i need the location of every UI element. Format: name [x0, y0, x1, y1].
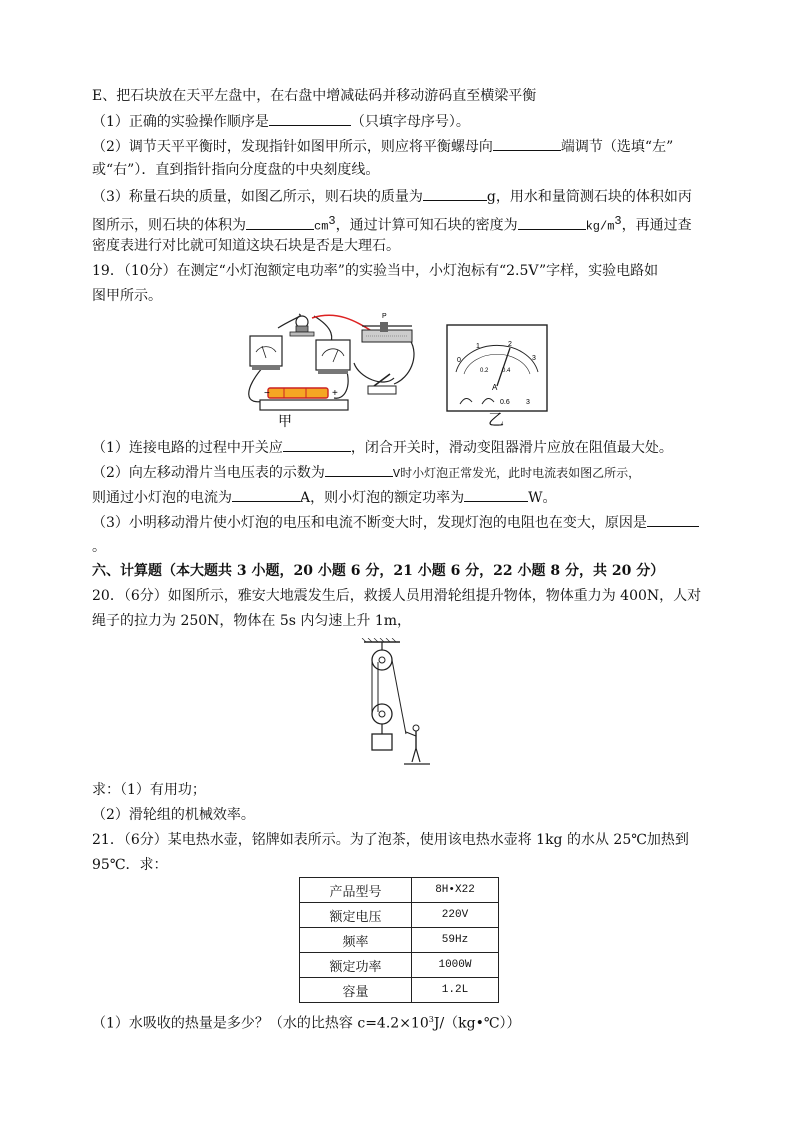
q19-part3: （3）小明移动滑片使小灯泡的电压和电流不断变大时，发现灯泡的电阻也在变大，原因是: [92, 512, 699, 533]
scale-label: 3: [532, 355, 536, 362]
table-row: [300, 978, 499, 1003]
q19-intro-cont: 图甲所示。: [92, 288, 162, 304]
person-icon: [413, 725, 419, 731]
answer-blank[interactable]: [232, 487, 300, 502]
table-row: [300, 928, 499, 953]
q19-part3-end: 。: [92, 539, 106, 555]
table-row: [300, 878, 499, 903]
table-key: 容量: [300, 978, 412, 1003]
answer-blank[interactable]: [464, 487, 528, 502]
circuit-figure: [234, 308, 420, 428]
table-row: [300, 953, 499, 978]
q18-part3-end: 密度表进行对比就可知道这块石块是否是大理石。: [92, 238, 400, 254]
voltmeter-icon: [316, 340, 350, 374]
table-row: [300, 903, 499, 928]
wire: [354, 363, 394, 382]
battery-minus: −: [264, 388, 270, 399]
dial-frame: [447, 325, 547, 411]
figure-caption-yi: 乙: [488, 410, 505, 429]
q19-part2: （2）向左移动滑片当电压表的示数为 V时小灯泡正常发光，此时电流表如图乙所示，: [92, 462, 640, 484]
scale-label-inner: 0.2: [480, 368, 489, 374]
table-value: 1.2L: [412, 978, 499, 1003]
ammeter-dial-figure: [446, 324, 548, 414]
answer-blank[interactable]: [325, 462, 393, 477]
table-value: 220V: [412, 903, 499, 928]
table-key: 产品型号: [300, 878, 412, 903]
table-key: 频率: [300, 928, 412, 953]
section-heading: 六、计算题（本大题共 3 小题，20 小题 6 分，21 小题 6 分，22 小题 8 分，共 20 分）: [92, 563, 665, 579]
q18-part2-cont: 或“右”）．直到指针指向分度盘的中央刻度线。: [92, 162, 380, 178]
switch-icon: [368, 374, 396, 394]
q18-part3: （3）称量石块的质量，如图乙所示，则石块的质量为 g，用水和量筒测石块的体积如丙: [92, 186, 692, 207]
table-value: 8H•X22: [412, 878, 499, 903]
q21-ask-1: （1）水吸收的热量是多少？（水的比热容 $c=4.2\times 10^3J/(kg•℃)$）: [92, 1015, 521, 1032]
q21-intro-cont: 95℃．求：: [92, 857, 168, 873]
answer-blank[interactable]: [647, 512, 699, 527]
figure-caption-jia: 甲: [278, 414, 292, 428]
q18-part1: （1）正确的实验操作顺序是 （只填字母序号）。: [92, 111, 470, 132]
scale-label: 1: [476, 343, 480, 350]
answer-blank[interactable]: [283, 437, 351, 452]
scale-label-inner: 0.4: [502, 368, 511, 374]
battery-plus: +: [332, 388, 338, 399]
table-value: 59Hz: [412, 928, 499, 953]
scale-label: 0: [457, 357, 461, 364]
ammeter-icon: [250, 336, 282, 370]
q18-part3-cont: 图所示，则石块的体积为 $cm^3$，通过计算可知石块的密度为 $kg/m^3$，再通过查: [92, 214, 692, 234]
answer-blank[interactable]: [269, 111, 351, 126]
q20-ask-2: （2）滑轮组的机械效率。: [92, 807, 255, 823]
terminal-label: 3: [526, 399, 530, 406]
rheostat-icon: [362, 322, 412, 342]
q20-intro: 20．（6分）如图所示，雅安大地震发生后，救援人员用滑轮组提升物体，物体重力为 400N，人对: [92, 588, 702, 604]
answer-blank[interactable]: [423, 186, 487, 201]
terminal-label: 0.6: [500, 399, 510, 406]
weight-box: [372, 734, 392, 750]
table-key: 额定电压: [300, 903, 412, 928]
nameplate-table: [299, 877, 499, 1003]
table-value: 1000W: [412, 953, 499, 978]
q18-part2: （2）调节天平平衡时，发现指针如图甲所示，则应将平衡螺母向 端调节（选填“左”: [92, 136, 673, 157]
q19-part1: （1）连接电路的过程中开关应 ，闭合开关时，滑动变阻器滑片应放在阻值最大处。: [92, 437, 673, 458]
scale-label: 2: [508, 341, 512, 348]
rope: [392, 660, 406, 734]
q21-intro: 21．（6分）某电热水壶，铭牌如表所示。为了泡茶，使用该电热水壶将 1kg 的水从 25℃加热到: [92, 832, 689, 848]
q19-intro: 19．（10分）在测定“小灯泡额定电功率”的实验当中，小灯泡标有“2.5V”字样，实验电路如: [92, 263, 659, 279]
answer-blank[interactable]: [518, 215, 586, 230]
rheostat-label: P: [382, 313, 387, 320]
answer-blank[interactable]: [246, 215, 314, 230]
answer-blank[interactable]: [493, 136, 561, 151]
q20-intro-cont: 绳子的拉力为 250N，物体在 5s 内匀速上升 1m，: [92, 613, 412, 629]
q20-ask-1: 求：（1）有用功；: [92, 782, 206, 798]
wire: [394, 340, 414, 384]
q18-step-e: E、把石块放在天平左盘中，在右盘中增减砝码并移动游码直至横梁平衡: [92, 88, 537, 104]
ammeter-unit: A: [492, 383, 498, 392]
q19-part2-cont: 则通过小灯泡的电流为 A，则小灯泡的额定功率为 W。: [92, 487, 557, 508]
pulley-figure: [360, 638, 430, 768]
table-key: 额定功率: [300, 953, 412, 978]
